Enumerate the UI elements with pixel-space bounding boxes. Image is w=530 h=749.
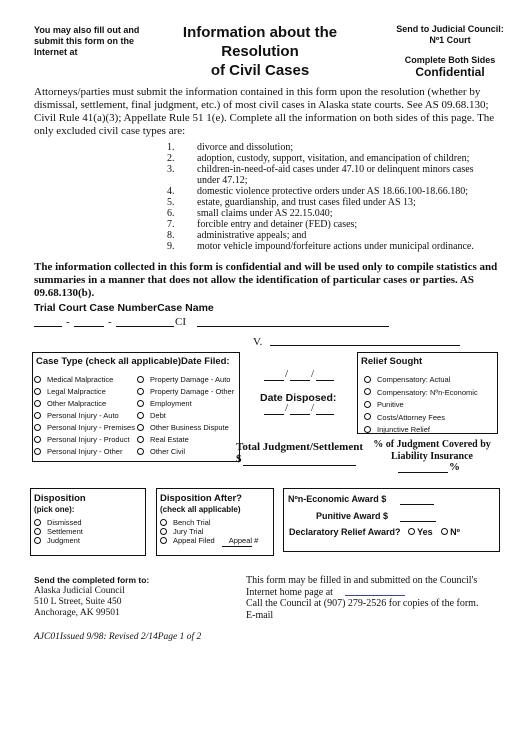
confidentiality-statement: The information collected in this form is confidential and will be used only to compile statistics and summaries in a manner that does not allow the identification of particular cases or parties. AS 09.68.130(b). (34, 261, 498, 299)
checkbox-debt[interactable]: Debt (137, 410, 234, 422)
checkbox-property-auto[interactable]: Property Damage - Auto (137, 374, 234, 386)
declaratory-label: Declaratory Relief Award? (289, 527, 401, 537)
radio-yes[interactable]: Yes (408, 527, 433, 537)
checkbox-costs-fees[interactable]: Costs/Attorney Fees (364, 412, 478, 425)
checkbox-punitive[interactable]: Punitive (364, 399, 478, 412)
send-to-label: Send to Judicial Council: (396, 24, 504, 34)
case-number-label: Trial Court Case Number (34, 302, 158, 314)
punitive-award-label: Punitive Award $ (316, 511, 389, 521)
declaratory-row (289, 527, 460, 537)
date-disposed-year[interactable] (316, 414, 334, 415)
checkbox-judgment[interactable]: Judgment (34, 536, 83, 545)
case-type-col-2 (137, 374, 234, 458)
internet-note: You may also fill out and submit this form on the Internet at (34, 25, 140, 57)
disposition-after-title: Disposition After? (160, 493, 242, 504)
insurance-percent-field[interactable] (398, 472, 448, 473)
homepage-link[interactable] (345, 595, 405, 596)
case-type-header (36, 356, 230, 367)
checkbox-settlement[interactable]: Settlement (34, 527, 83, 536)
case-number-part-1[interactable] (34, 326, 62, 327)
total-judgment-field[interactable] (243, 465, 356, 466)
date-disposed-label: Date Disposed: (260, 392, 337, 404)
intro-line-2: Civil Rule 41(a)(3); Appellate Rule 51 1(e). Complete all the information on both sides of this page. The only excluded civil case types are: (34, 112, 495, 137)
checkbox-pi-premises[interactable]: Personal Injury - Premises (34, 422, 135, 434)
online-line-4: E-mail (246, 609, 274, 621)
issued-date: Issued 9/98: Revised 2/14 (59, 632, 158, 642)
date-filed-month[interactable] (264, 380, 284, 381)
case-fields-header (34, 302, 214, 314)
excluded-item: 1. divorce and dissolution; (167, 142, 294, 153)
disposition-title: Disposition (34, 493, 86, 504)
dollar-sign: $ (236, 453, 242, 465)
slash: / (311, 368, 315, 380)
excluded-item: 7. forcible entry and detainer (FED) cases; (167, 219, 358, 230)
date-filed-label: Date Filed: (181, 356, 230, 367)
excluded-item: 4. domestic violence protective orders under AS 18.66.100-18.66.180; (167, 186, 469, 197)
title-line-2: Resolution (221, 43, 299, 60)
title-line-1: Information about the (182, 24, 338, 41)
excluded-case-list (167, 142, 487, 252)
excluded-item: 6. small claims under AS 22.15.040; (167, 208, 333, 219)
online-line-1: This form may be filled in and submitted on the Council's (246, 575, 478, 586)
case-name-label: Case Name (157, 302, 214, 314)
case-name-plaintiff-field[interactable] (197, 326, 389, 327)
checkbox-other-malpractice[interactable]: Other Malpractice (34, 398, 135, 410)
versus-label: V. (253, 336, 263, 348)
checkbox-dismissed[interactable]: Dismissed (34, 518, 83, 527)
radio-no[interactable]: Nº (441, 527, 460, 537)
court-label: Nº1 Court (429, 35, 471, 45)
case-number-part-3[interactable] (116, 326, 174, 327)
mailing-address (34, 586, 125, 619)
excluded-item: 3. children-in-need-of-aid cases under 47.10 or delinquent minors cases under 47.12; (167, 164, 474, 186)
ci-suffix: CI (175, 316, 186, 328)
noneconomic-award-label: Nºn-Economic Award $ (288, 494, 387, 504)
address-line-2: 510 L Street, Suite 450 (34, 597, 122, 607)
disposition-list (34, 518, 83, 545)
intro-line-1: Attorneys/parties must submit the information contained in this form upon the resolution (whether by dismissal, settlement, final judgment, etc.) of most civil cases in Alaska state courts. See AS 09.68.130; (34, 86, 489, 111)
case-number-part-2[interactable] (74, 326, 104, 327)
title-line-3: of Civil Cases (210, 62, 310, 79)
date-disposed-month[interactable] (264, 414, 284, 415)
online-info (246, 575, 478, 621)
checkbox-legal-malpractice[interactable]: Legal Malpractice (34, 386, 135, 398)
insurance-percent-label: % of Judgment Covered by Liability Insurance (373, 439, 491, 462)
send-to (380, 24, 520, 46)
checkbox-pi-auto[interactable]: Personal Injury - Auto (34, 410, 135, 422)
checkbox-bench-trial[interactable]: Bench Trial (160, 518, 258, 527)
appeal-number-label: Appeal # (228, 536, 259, 545)
address-line-3: Anchorage, AK 99501 (34, 608, 120, 618)
dash: - (66, 316, 70, 328)
online-line-3: Call the Council at (907) 279-2526 for copies of the form. (246, 598, 479, 609)
disposition-after-list (160, 518, 258, 545)
form-title (150, 23, 370, 80)
disposition-after-sub: (check all applicable) (160, 505, 241, 514)
checkbox-compensatory-actual[interactable]: Compensatory: Actual (364, 374, 478, 387)
total-judgment-label: Total Judgment/Settlement (236, 441, 364, 453)
noneconomic-award-field[interactable] (400, 504, 434, 505)
appeal-number-field[interactable] (222, 546, 252, 547)
checkbox-employment[interactable]: Employment (137, 398, 234, 410)
checkbox-pi-other[interactable]: Personal Injury - Other (34, 446, 135, 458)
excluded-item: 9. motor vehicle impound/forfeiture actions under municipal ordinance. (167, 241, 474, 252)
checkbox-appeal-filed[interactable]: Appeal Filed Appeal # (160, 536, 258, 545)
case-type-title: Case Type (check all applicable) (36, 356, 182, 367)
case-name-defendant-field[interactable] (270, 345, 460, 346)
disposition-sub: (pick one): (34, 505, 75, 514)
date-filed-day[interactable] (290, 380, 310, 381)
slash: / (311, 402, 315, 414)
slash: / (285, 402, 289, 414)
relief-sought-title: Relief Sought (361, 356, 423, 367)
page-number: Page 1 of 2 (157, 632, 202, 642)
address-line-1: Alaska Judicial Council (34, 586, 125, 596)
punitive-award-field[interactable] (400, 521, 436, 522)
case-type-col-1 (34, 374, 135, 458)
form-code: AJC01 (34, 632, 60, 642)
relief-list (364, 374, 478, 437)
date-filed-year[interactable] (316, 380, 334, 381)
confidential-label: Confidential (415, 65, 485, 79)
send-form-title: Send the completed form to: (34, 575, 150, 585)
online-line-2: Internet home page at (246, 586, 333, 598)
checkbox-other-business[interactable]: Other Business Dispute (137, 422, 234, 434)
checkbox-other-civil[interactable]: Other Civil (137, 446, 234, 458)
slash: / (285, 368, 289, 380)
date-disposed-day[interactable] (290, 414, 310, 415)
checkbox-jury-trial[interactable]: Jury Trial (160, 527, 258, 536)
dash: - (108, 316, 112, 328)
checkbox-medical-malpractice[interactable]: Medical Malpractice (34, 374, 135, 386)
checkbox-injunctive[interactable]: Injunctive Relief (364, 424, 478, 437)
checkbox-real-estate[interactable]: Real Estate (137, 434, 234, 446)
complete-both-sides: Complete Both Sides (404, 55, 496, 65)
checkbox-pi-product[interactable]: Personal Injury - Product (34, 434, 135, 446)
checkbox-compensatory-noneconomic[interactable]: Compensatory: Nºn-Economic (364, 387, 478, 400)
excluded-item: 2. adoption, custody, support, visitation, and emancipation of children; (167, 153, 470, 164)
checkbox-property-other[interactable]: Property Damage - Other (137, 386, 234, 398)
form-code-line (34, 632, 201, 642)
excluded-item: 5. estate, guardianship, and trust cases filed under AS 13; (167, 197, 416, 208)
excluded-item: 8. administrative appeals; and (167, 230, 307, 241)
intro-paragraph (34, 86, 504, 138)
percent-sign: % (449, 461, 460, 473)
